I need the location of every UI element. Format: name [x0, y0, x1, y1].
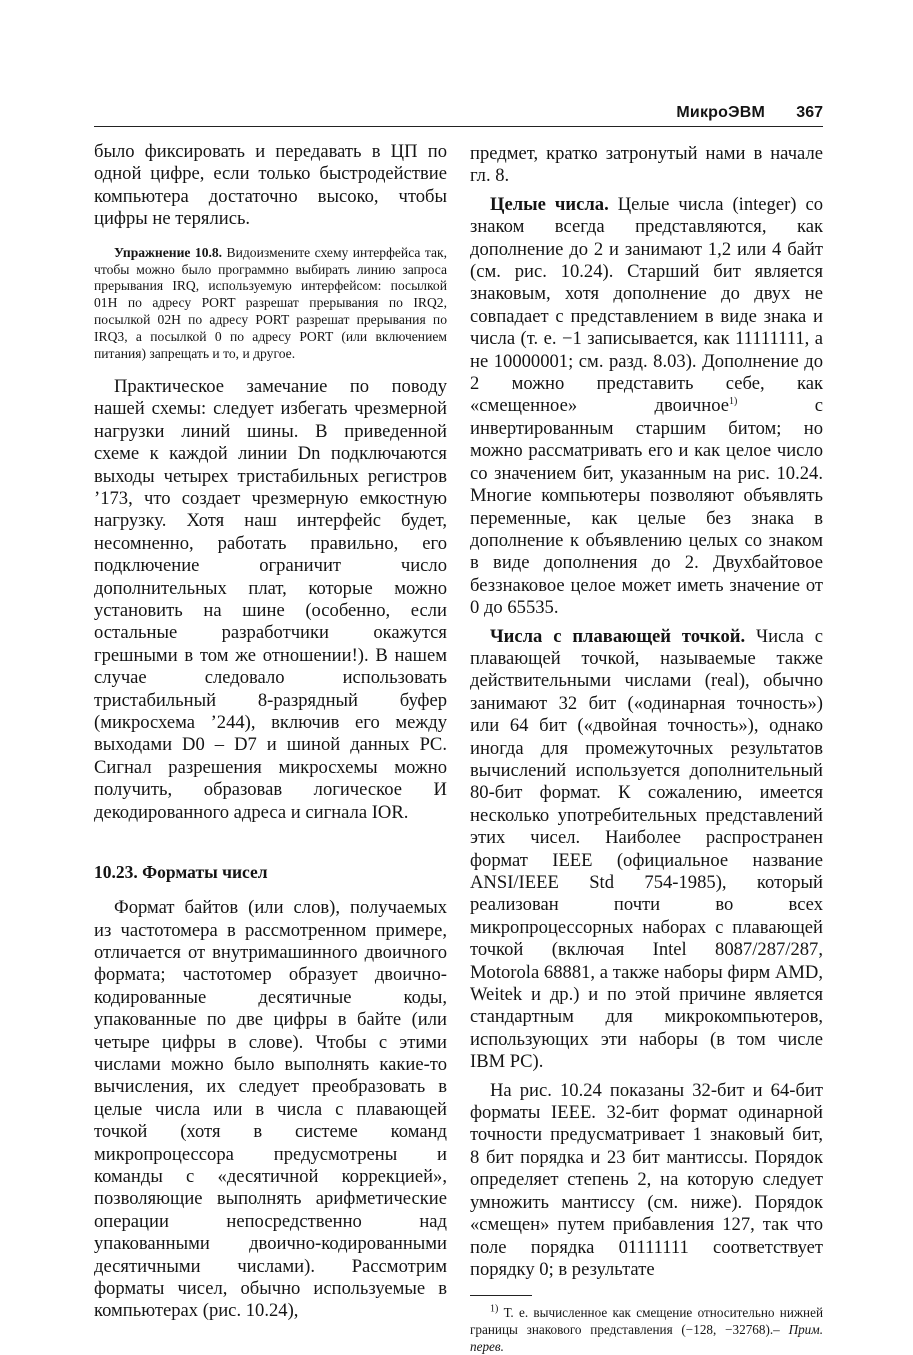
- integers-text-a: Целые числа (integer) со знаком всегда представляются, как дополнение до 2 и занимают 1,2 или 4 байт (см. рис. 10.24). Старший бит является знаковым, хотя дополнение до двух не совпадает с представлением в виде знака и числа (т. е. −1 записывается, как 11111111, а не 10000001; см. разд. 8.03). Дополнение до 2 можно представить себе, как «смещенное» двоичное: [470, 193, 823, 417]
- integers-text-b: с инвертированным старшим битом; но можно рассматривать его и как целое число со значением бит, указанным на рис. 10.24. Многие компьютеры позволяют объявлять переменные, как целые без знака в дополнение к объявлению целых со знаком в виде дополнения до 2. Двухбайтовое беззнаковое целое может иметь значение от 0 до 65535.: [470, 395, 824, 619]
- paragraph-number-formats: Формат байтов (или слов), получаемых из частотомера в рассмотренном примере, отличается от внутримашинного двоичного формата; частотомер образует двоично-кодированные десятичные коды, упакованные по две цифры в байте (или четыре цифры в слове). Чтобы с этими числами можно было выполнять какие-то вычисления, их следует преобразовать в целые числа или в числа с плавающей точкой (хотя в системе команд микропроцессора предусмотрены и команды с «десятичной коррекцией», позволяющие выполнять арифметические операции непосредственно над упакованными двоично-кодированными десятичными числами). Рассмотрим форматы чисел, обычно используемые в компьютерах (рис. 10.24),: [94, 897, 447, 1322]
- section-heading: 10.23. Форматы чисел: [94, 862, 268, 883]
- footnote-text: Т. е. вычисленное как смещение относительно нижней границы знакового представления (−128, −32768).–: [470, 1305, 823, 1338]
- footnote-divider: [470, 1295, 532, 1296]
- paragraph-floating-point: [470, 626, 823, 1074]
- right-column: [470, 143, 823, 1355]
- running-header: [94, 100, 823, 127]
- paragraph-integers: [470, 194, 823, 620]
- float-text: Числа с плавающей точкой, называемые также действительными числами (real), обычно занимают 32 бит («одинарная точность») или 64 бит («двойная точность»), однако иногда для промежуточных результатов вычислений используется дополнительный 80-бит формат. К сожалению, имеется несколько употребительных представлений этих чисел. Наиболее распространен формат IEEE (официальное название ANSI/IEEE Std 754-1985), который реализован почти во всех микропроцессорных наборах с плавающей точкой (включая Intel 8087/287/287, Motorola 68881, а также наборы фирм AMD, Weitek и др.) и по этой причине является стандартным для микрокомпьютеров, использующих эти наборы (в том числе IBM PC).: [470, 625, 823, 1073]
- footnote-number: 1): [490, 1303, 499, 1315]
- float-label: Числа с плавающей точкой.: [490, 625, 746, 647]
- footnote: [470, 1304, 823, 1355]
- paragraph-continuation: было фиксировать и передавать в ЦП по одной цифре, если только быстродействие компьютера достаточно высоко, чтобы цифры не терялись.: [94, 141, 447, 230]
- integers-label: Целые числа.: [490, 193, 609, 215]
- footnote-marker: 1): [728, 396, 738, 408]
- paragraph-ieee-formats: На рис. 10.24 показаны 32-бит и 64-бит форматы IEEE. 32-бит формат одинарной точности предусматривает 1 знаковый бит, 8 бит порядка и 23 бит мантиссы. Порядок определяет степень 2, на которую следует умножить мантиссу (см. ниже). Порядок «смещен» путем прибавления 127, так что поле порядка 01111111 соответствует порядку 0; в результате: [470, 1079, 823, 1280]
- exercise-10-8: [94, 245, 447, 363]
- exercise-label: Упражнение 10.8.: [114, 244, 223, 260]
- header-title: МикроЭВМ: [676, 104, 765, 121]
- page-number: 367: [796, 104, 823, 121]
- exercise-text: Видоизмените схему интерфейса так, чтобы можно было программно выбирать линию запроса прерывания IRQ, используемую интерфейсом: посылкой 01H по адресу PORT разрешат прерывания по IRQ2, посылкой 02H по адресу PORT разрешат прерывания по IRQ3, а посылкой 0 по адресу PORT (или включением питания) запрещать и то, и другое.: [94, 244, 447, 362]
- footnote-translator-note: Прим. перев.: [470, 1322, 823, 1355]
- paragraph-continuation-right: предмет, кратко затронутый нами в начале гл. 8.: [470, 143, 823, 187]
- left-column: [94, 141, 447, 1323]
- paragraph-practical-note: Практическое замечание по поводу нашей схемы: следует избегать чрезмерной нагрузки линий шины. В приведенной схеме к каждой линии Dn подключаются выходы четырех тристабильных регистров ’173, что создает чрезмерную емкостную нагрузку. Хотя наш интерфейс будет, несомненно, работать правильно, его подключение ограничит число дополнительных плат, которые можно установить на шине (особенно, если остальные разработчики окажутся грешными в том же отношении!). В нашем случае следовало использовать тристабильный 8-разрядный буфер (микросхема ’244), включив его между выходами D0 – D7 и шиной данных PC. Сигнал разрешения микросхемы можно получить, образовав логическое И декодированного адреса и сигнала IOR.: [94, 375, 447, 823]
